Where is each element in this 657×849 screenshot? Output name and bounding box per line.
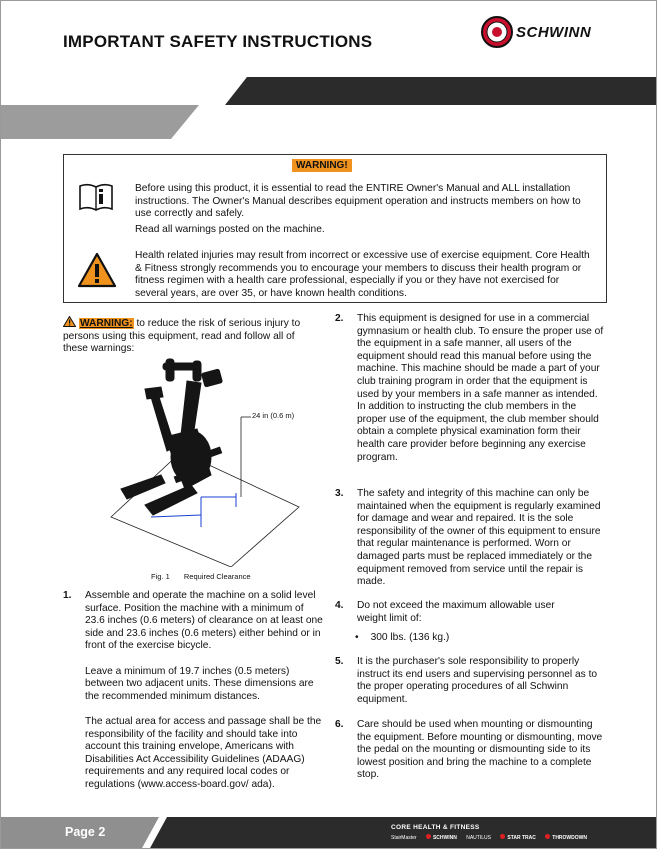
item-paragraph: Care should be used when mounting or dismounting the equipment. Before mounting or dismounting, move the pedal on the mounting or dismounting side to its lowest position and bring the machine to a complete stop. (357, 719, 603, 781)
left-column-intro (63, 316, 321, 356)
footer-brand: STAR TRAC (500, 835, 536, 841)
item-number: 6. (335, 719, 344, 730)
schwinn-logo (480, 15, 620, 49)
warning-triangle-icon (63, 316, 76, 327)
page-title: IMPORTANT SAFETY INSTRUCTIONS (63, 32, 373, 51)
intro-text: to reduce the risk of serious injury to persons using this equipment, read and follow all of these warnings: (63, 318, 301, 355)
item-paragraph: Do not exceed the maximum allowable user weight limit of: (357, 600, 555, 624)
footer-brand: THROWDOWN (545, 835, 587, 841)
figure-caption (151, 572, 263, 581)
read-manual-icon (78, 183, 114, 211)
clearance-label: 24 in (0.6 m) (252, 411, 295, 420)
footer-brand: NAUTILUS (466, 835, 491, 841)
intro-warning (63, 316, 321, 356)
weight-limit-value: 300 lbs. (136 kg.) (370, 632, 450, 643)
weight-limit-bullet (355, 632, 449, 643)
item-number: 5. (335, 656, 344, 667)
item-paragraph: It is the purchaser's sole responsibility to properly instruct its end users and supervising personnel as to the proper operating procedures of all Schwinn equipment. (357, 656, 598, 705)
exercise-bike-icon (121, 359, 223, 515)
bullet-dot-icon: • (355, 632, 359, 643)
schwinn-emblem-icon (480, 15, 514, 49)
brand-wordmark: SCHWINN (516, 24, 592, 41)
item-paragraph: The safety and integrity of this machine can only be maintained when the equipment is regularly examined for damage and wear and repaired. It is the sole responsibility of the owner of this equipment to ensure that regular maintenance is performed. Worn or damaged parts must be replaced immediately or the equipment removed from service until the repair is made. (357, 488, 601, 588)
item-number: 2. (335, 313, 344, 324)
footer-company: CORE HEALTH & FITNESS (391, 824, 480, 831)
item-number: 1. (63, 590, 72, 601)
footer-brand: StairMaster (391, 835, 417, 841)
footer-brand: SCHWINN (426, 835, 457, 841)
brand-dot-icon (500, 834, 505, 839)
brand-dot-icon (426, 834, 431, 839)
warning-paragraph-manual: Before using this product, it is essential to read the ENTIRE Owner's Manual and ALL installation instructions. The Owner's Manual describes equipment operation and instructs members on how to use correctly and safely. (135, 183, 581, 220)
item-number: 3. (335, 488, 344, 499)
figure-number: Fig. 1 (151, 572, 170, 581)
caution-triangle-icon (77, 252, 117, 288)
footer-brand-list (391, 834, 595, 841)
warning-paragraph-health: Health related injuries may result from incorrect or excessive use of exercise equipment. Core Health & Fitness strongly recommends you to encourage your members to discuss their health program or fitness regimen with a health care professional, especially if you or they have not exercised for several years, are over 35, or have known health conditions. (135, 250, 590, 299)
warning-label: WARNING! (292, 159, 352, 172)
warning-word: WARNING: (80, 318, 133, 329)
item-paragraph: This equipment is designed for use in a commercial gymnasium or health club. To ensure the proper use of the equipment in a safe manner, all users of the equipment should read this manual before using the machine. This machine should be made a part of your club training program in order that the equipment is used by your members in a safe manner as intended. In addition to instructing the club members in the proper use of the equipment, the club member should obtain a complete physical examination form their health care provider before beginning any exercise program. (357, 313, 604, 463)
item-paragraph: Assemble and operate the machine on a solid level surface. Position the machine with a minimum of 23.6 inches (0.6 meters) of clearance on at least one side and 23.6 inches (0.6 meters) either behind or in front of the exercise bicycle. (85, 590, 323, 652)
header-decor-bands (1, 77, 657, 139)
warning-paragraph-posted: Read all warnings posted on the machine. (135, 224, 325, 235)
item-paragraph: The actual area for access and passage shall be the responsibility of the facility and should take into account this training envelope, Americans with Disabilities Act Accessibility Guidelines (ADAAG) requirements and any required local codes or regulations (www.access-board.gov/ ada). (85, 715, 322, 790)
figure-title: Required Clearance (183, 572, 251, 581)
item-paragraph: Leave a minimum of 19.7 inches (0.5 meters) between two adjacent units. These dimensions are the recommended minimum distances. (85, 665, 314, 702)
item-number: 4. (335, 600, 344, 611)
clearance-diagram (101, 357, 301, 567)
page-number: Page 2 (65, 825, 106, 839)
brand-dot-icon (545, 834, 550, 839)
warning-box (63, 154, 607, 303)
